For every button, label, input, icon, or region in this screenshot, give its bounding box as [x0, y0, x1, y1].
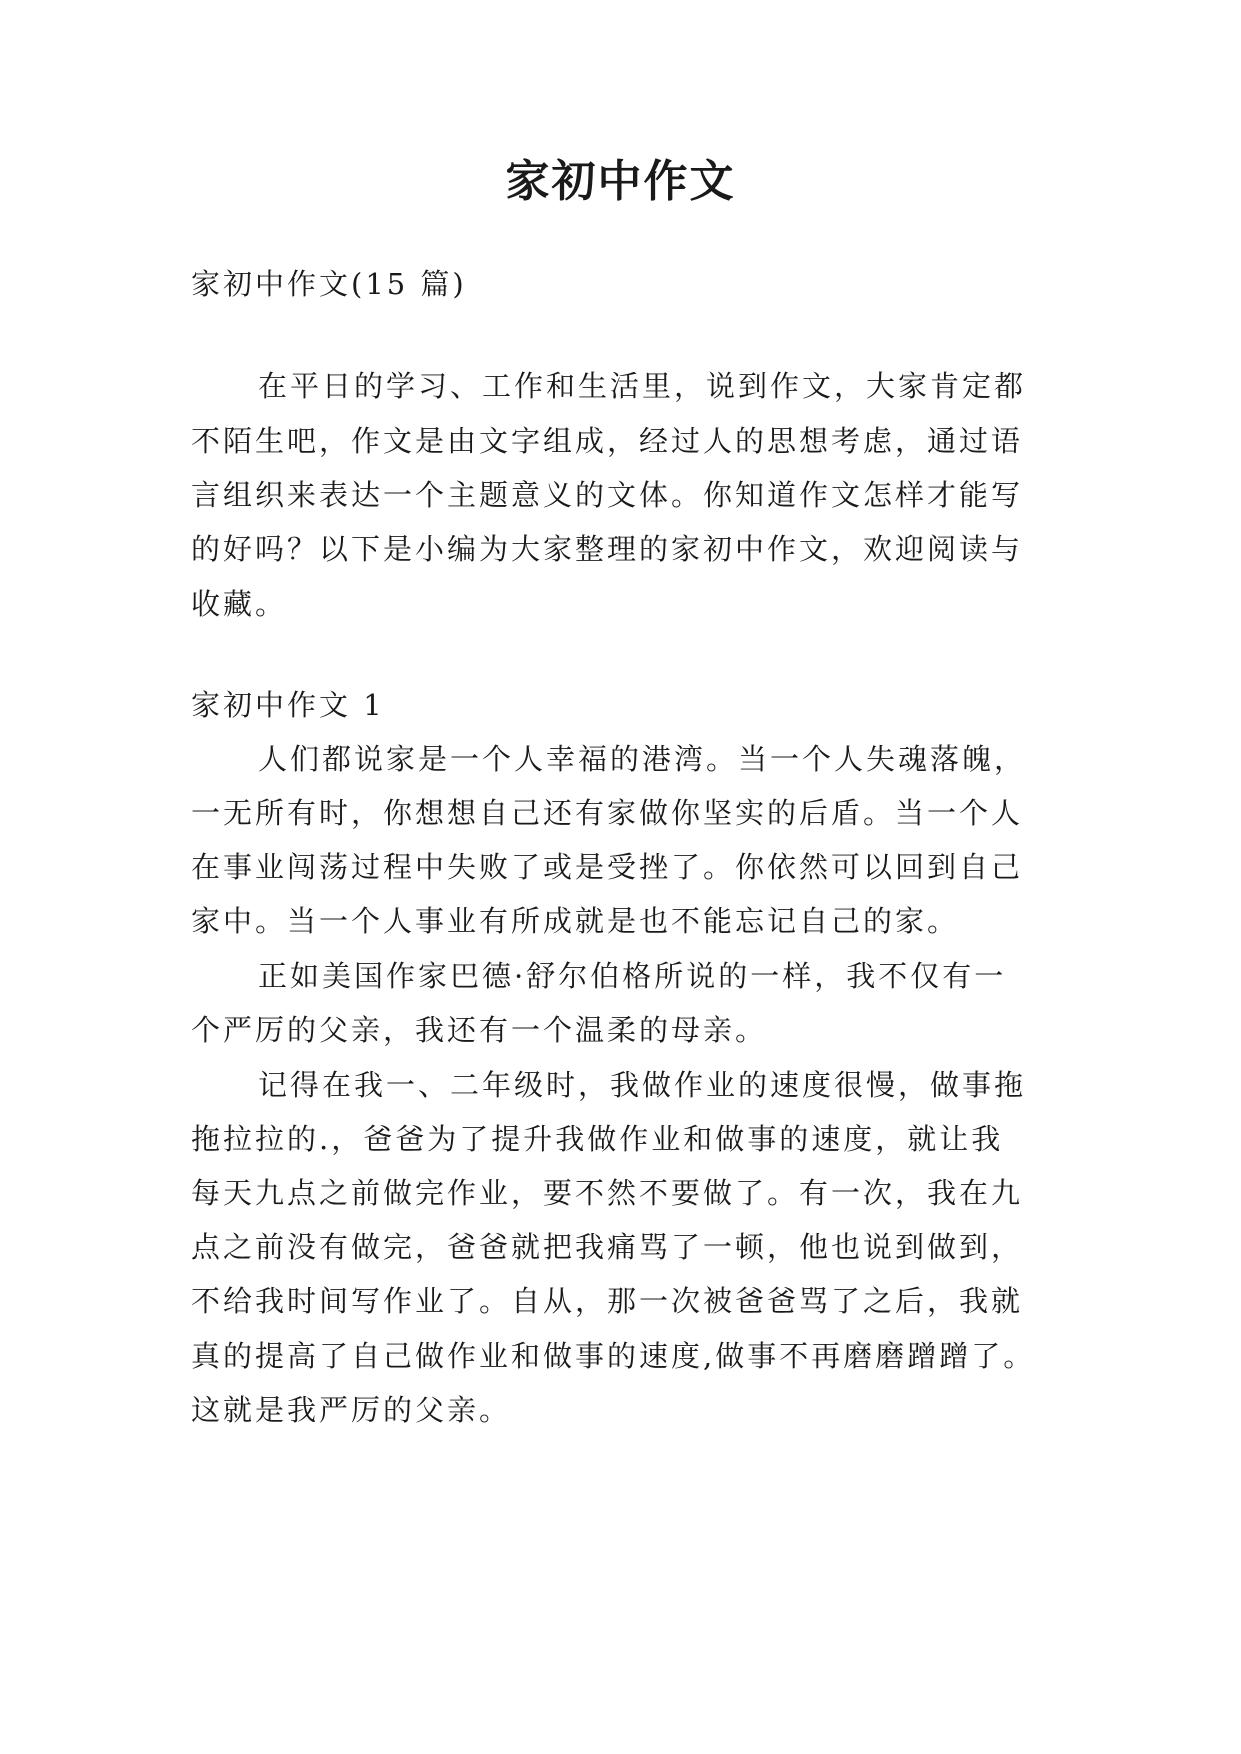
paragraph-line: 记得在我一、二年级时，我做作业的速度很慢，做事拖 — [258, 1068, 1027, 1102]
paragraph-line: 点之前没有做完，爸爸就把我痛骂了一顿，他也说到做到， — [191, 1230, 1024, 1264]
intro-line: 的好吗？以下是小编为大家整理的家初中作文，欢迎阅读与 — [191, 532, 1024, 566]
paragraph-line: 家中。当一个人事业有所成就是也不能忘记自己的家。 — [191, 904, 960, 938]
intro-line: 在平日的学习、工作和生活里，说到作文，大家肯定都 — [258, 369, 1027, 403]
paragraph-line: 人们都说家是一个人幸福的港湾。当一个人失魂落魄， — [258, 742, 1027, 776]
intro-line: 言组织来表达一个主题意义的文体。你知道作文怎样才能写 — [191, 478, 1024, 512]
paragraph-line: 拖拉拉的.，爸爸为了提升我做作业和做事的速度，就让我 — [191, 1122, 1004, 1156]
paragraph-line: 每天九点之前做完作业，要不然不要做了。有一次，我在九 — [191, 1176, 1024, 1210]
paragraph-line: 个严厉的父亲，我还有一个温柔的母亲。 — [191, 1013, 768, 1047]
paragraph-line: 正如美国作家巴德·舒尔伯格所说的一样，我不仅有一 — [258, 959, 1007, 993]
paragraph-line: 真的提高了自己做作业和做事的速度,做事不再磨磨蹭蹭了。 — [191, 1339, 1036, 1373]
paragraph-line: 不给我时间写作业了。自从，那一次被爸爸骂了之后，我就 — [191, 1284, 1024, 1318]
section-heading: 家初中作文 1 — [191, 688, 385, 722]
intro-line: 收藏。 — [191, 587, 288, 621]
document-title: 家初中作文 — [505, 156, 736, 207]
paragraph-line: 在事业闯荡过程中失败了或是受挫了。你依然可以回到自己 — [191, 850, 1024, 884]
intro-line: 不陌生吧，作文是由文字组成，经过人的思想考虑，通过语 — [191, 424, 1024, 458]
paragraph-line: 一无所有时，你想想自己还有家做你坚实的后盾。当一个人 — [191, 796, 1024, 830]
document-subtitle: 家初中作文(15 篇) — [191, 267, 467, 301]
paragraph-line: 这就是我严厉的父亲。 — [191, 1393, 512, 1427]
